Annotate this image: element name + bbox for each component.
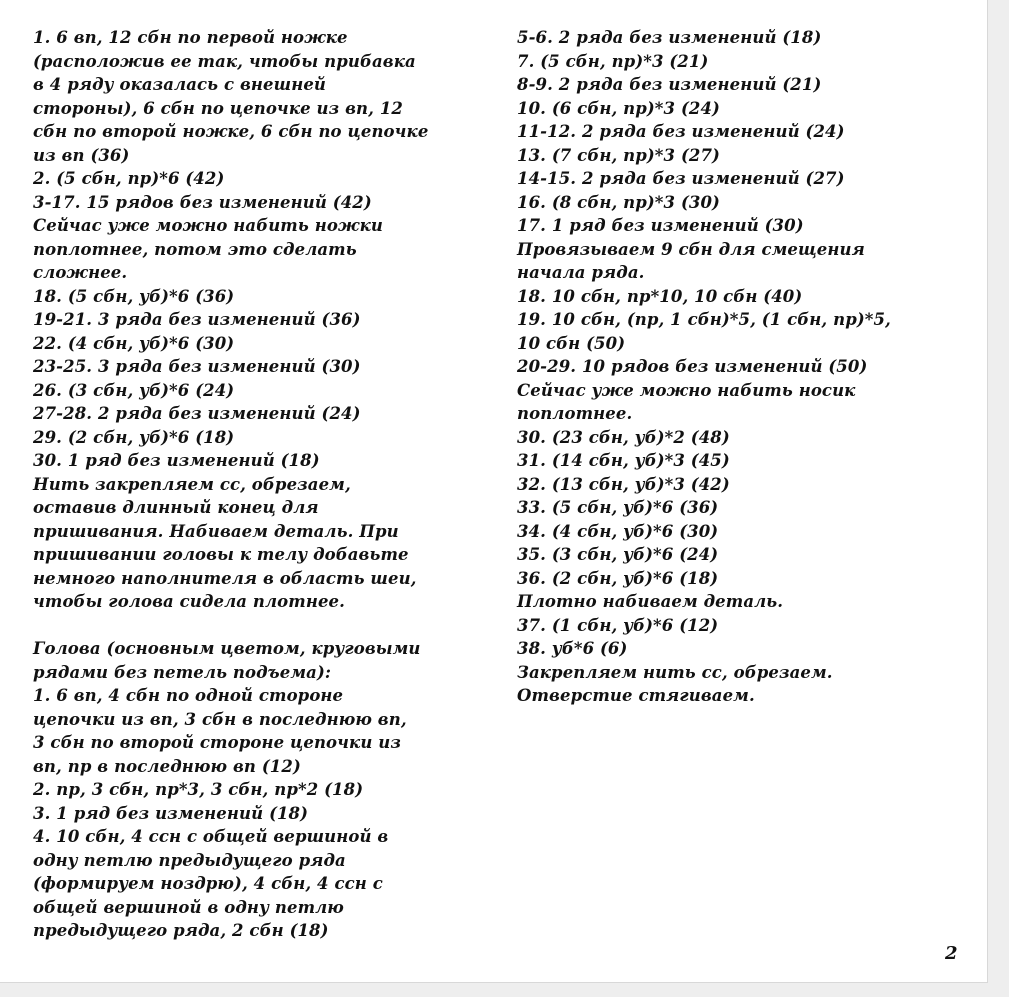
- text-line: (расположив ее так, чтобы прибавка: [33, 51, 416, 71]
- text-line: 3. 1 ряд без изменений (18): [33, 803, 309, 823]
- text-line: 20-29. 10 рядов без изменений (50): [517, 357, 868, 376]
- text-line: 37. (1 сбн, уб)*6 (12): [517, 615, 719, 635]
- page-number: 2: [945, 943, 958, 964]
- text-line: 10 сбн (50): [517, 333, 626, 353]
- text-line: 2. пр, 3 сбн, пр*3, 3 сбн, пр*2 (18): [33, 780, 364, 799]
- text-line: в 4 ряду оказалась с внешней: [33, 75, 327, 94]
- text-line: рядами без петель подъема):: [33, 662, 332, 682]
- text-line: 27-28. 2 ряда без изменений (24): [33, 404, 361, 423]
- text-line: 35. (3 сбн, уб)*6 (24): [517, 545, 719, 564]
- text-line: начала ряда.: [517, 263, 645, 282]
- text-line: 4. 10 сбн, 4 ссн с общей вершиной в: [33, 827, 389, 846]
- text-line: 7. (5 сбн, пр)*3 (21): [517, 51, 709, 71]
- text-line: 11-12. 2 ряда без изменений (24): [517, 122, 845, 141]
- text-line: Нить закрепляем сс, обрезаем,: [33, 474, 351, 494]
- text-line: пришивания. Набиваем деталь. При: [33, 521, 399, 541]
- text-line: Закрепляем нить сс, обрезаем.: [517, 662, 833, 682]
- text-line: чтобы голова сидела плотнее.: [33, 592, 345, 611]
- text-line: пришивании головы к телу добавьте: [33, 545, 409, 564]
- text-line: Сейчас уже можно набить носик: [517, 380, 856, 400]
- text-line: 1. 6 вп, 4 сбн по одной стороне: [33, 686, 344, 705]
- text-line: 36. (2 сбн, уб)*6 (18): [517, 568, 719, 588]
- text-line: 10. (6 сбн, пр)*3 (24): [517, 98, 720, 118]
- left-column: [33, 26, 498, 943]
- text-line: 30. 1 ряд без изменений (18): [33, 451, 320, 470]
- section-gap: [33, 614, 498, 638]
- text-line: 13. (7 сбн, пр)*3 (27): [517, 145, 720, 165]
- text-line: 23-25. 3 ряда без изменений (30): [33, 357, 361, 376]
- text-line: одну петлю предыдущего ряда: [33, 850, 346, 870]
- head-section-heading: Голова (основным цветом, круговыми: [33, 639, 421, 658]
- text-line: цепочки из вп, 3 сбн в последнюю вп,: [33, 709, 407, 729]
- text-line: 26. (3 сбн, уб)*6 (24): [33, 380, 235, 400]
- text-line: 17. 1 ряд без изменений (30): [517, 216, 804, 235]
- text-line: Провязываем 9 сбн для смещения: [517, 239, 865, 259]
- text-line: 18. (5 сбн, уб)*6 (36): [33, 286, 235, 306]
- text-line: сбн по второй ножке, 6 сбн по цепочке: [33, 122, 429, 141]
- text-line: 3 сбн по второй стороне цепочки из: [33, 733, 401, 752]
- text-line: 14-15. 2 ряда без изменений (27): [517, 169, 845, 188]
- text-line: немного наполнителя в область шеи,: [33, 568, 417, 588]
- text-line: 18. 10 сбн, пр*10, 10 сбн (40): [517, 286, 803, 306]
- text-line: 38. уб*6 (6): [517, 639, 628, 658]
- text-line: 5-6. 2 ряда без изменений (18): [517, 28, 822, 47]
- text-line: из вп (36): [33, 145, 130, 165]
- text-line: Плотно набиваем деталь.: [517, 592, 784, 611]
- text-line: 8-9. 2 ряда без изменений (21): [517, 75, 822, 94]
- text-line: 30. (23 сбн, уб)*2 (48): [517, 427, 730, 447]
- text-line: 34. (4 сбн, уб)*6 (30): [517, 521, 719, 541]
- text-line: сложнее.: [33, 263, 128, 282]
- text-line: поплотнее, потом это сделать: [33, 239, 357, 259]
- text-line: 29. (2 сбн, уб)*6 (18): [33, 427, 235, 447]
- text-line: 31. (14 сбн, уб)*3 (45): [517, 451, 730, 470]
- text-line: (формируем ноздрю), 4 сбн, 4 ссн с: [33, 874, 383, 893]
- text-line: предыдущего ряда, 2 сбн (18): [33, 921, 329, 940]
- text-line: вп, пр в последнюю вп (12): [33, 756, 301, 776]
- text-line: 2. (5 сбн, пр)*6 (42): [33, 169, 225, 188]
- text-line: стороны), 6 сбн по цепочке из вп, 12: [33, 98, 403, 118]
- text-line: 16. (8 сбн, пр)*3 (30): [517, 192, 720, 212]
- text-line: 1. 6 вп, 12 сбн по первой ножке: [33, 28, 348, 47]
- text-line: общей вершиной в одну петлю: [33, 897, 344, 917]
- text-line: поплотнее.: [517, 404, 633, 423]
- text-line: 19-21. 3 ряда без изменений (36): [33, 310, 361, 329]
- text-line: 32. (13 сбн, уб)*3 (42): [517, 474, 730, 494]
- text-line: 3-17. 15 рядов без изменений (42): [33, 192, 372, 212]
- text-line: Сейчас уже можно набить ножки: [33, 216, 383, 235]
- text-line: оставив длинный конец для: [33, 498, 319, 517]
- text-line: Отверстие стягиваем.: [517, 686, 755, 705]
- right-column: [517, 26, 977, 708]
- text-line: 22. (4 сбн, уб)*6 (30): [33, 333, 235, 353]
- text-line: 33. (5 сбн, уб)*6 (36): [517, 498, 719, 517]
- text-line: 19. 10 сбн, (пр, 1 сбн)*5, (1 сбн, пр)*5,: [517, 310, 891, 329]
